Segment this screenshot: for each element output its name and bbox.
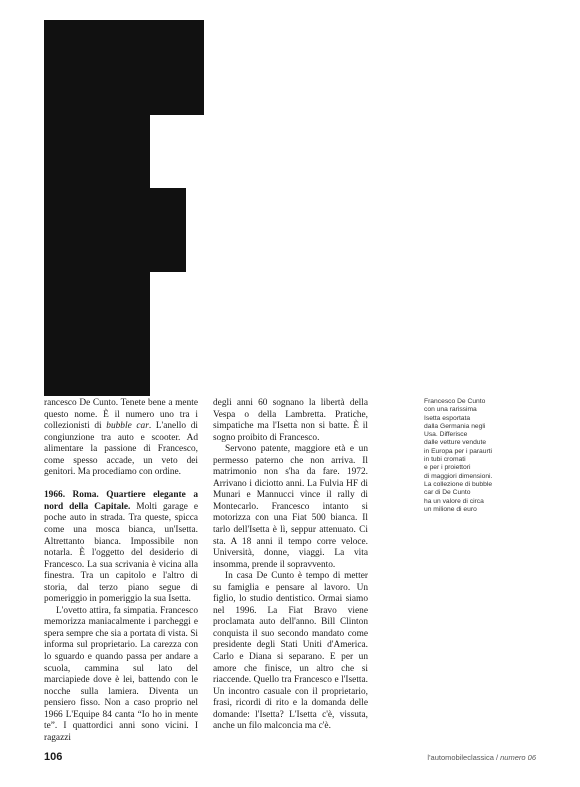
paragraph: Servono patente, maggiore età e un permesso paterno che non arriva. Il matrimonio non s'ha da fare. 1972. Arrivano i diciotto anni. La Fulvia HF di Munari e Mannucci vince il rally di Montecarlo. Francesco intanto si motorizza con una Fiat 500 bianca. Il tarlo dell'Isetta è lì, seppur attenuato. Ci sta. A 18 anni il tempo corre veloce. Università, donne, viaggi. La vita insomma, prende il sopravvento. bbox=[213, 444, 368, 570]
dropcap-shape bbox=[44, 20, 204, 396]
dropcap-letter bbox=[44, 20, 204, 396]
photo-caption: Francesco De Cunto con una rarissima Isetta esportata dalla Germania negli Usa. Differisce dalle vetture vendute in Europa per i paraurti in tubi cromati e per i proiettori di maggiori dimensioni. La collezione di bubble car di De Cunto ha un valore di circa un milione di euro bbox=[424, 398, 493, 513]
body-column-2 bbox=[213, 398, 368, 733]
lead-in: 1966. Roma. Quartiere elegante a nord della Capitale. bbox=[44, 490, 198, 512]
paragraph: 1966. Roma. Quartiere elegante a nord della Capitale. Molti garage e poche auto in strada. Tra queste, spicca come una mosca bianca, un'Isetta. Altrettanto bianca. Impossibile non notarla. È l'oggetto del desiderio di Francesco. La sua scrivania è vicina alla finestra. Tra un capitolo e l'altro di storia, dal terzo piano segue di pomeriggio in pomeriggio la sua Isetta. bbox=[44, 490, 198, 605]
paragraph: In casa De Cunto è tempo di metter su famiglia e pensare al lavoro. Un figlio, lo studio dentistico. Ormai siamo nel 1996. La Fiat Bravo viene proclamata auto dell'anno. Bill Clinton conquista il suo secondo mandato come presidente degli Stati Uniti d'America. Carlo e Diana si separano. E per un amore che finisce, un altro che si riaccende. Quello tra Francesco e l'Isetta. Un incontro casuale con il proprietario, frasi, ricordi di rito e la domanda delle domande: l'Isetta? L'Isetta c'è, vissuta, anche un filo malconcia ma c'è. bbox=[213, 571, 368, 732]
paragraph: rancesco De Cunto. Tenete bene a mente questo nome. È il numero uno tra i collezionisti di bubble car. L'anello di congiunzione tra auto e scooter. Ad alimentare la passione di Francesco, come spesso accade, un veto dei genitori. Ma procediamo con ordine. bbox=[44, 398, 199, 478]
body-column-1 bbox=[44, 398, 198, 744]
page-number: 106 bbox=[44, 751, 63, 763]
paragraph: L'ovetto attira, fa simpatia. Francesco memorizza maniacalmente i parcheggi e spera sempre che sia a portata di vista. Si informa sul proprietario. La carezza con lo sguardo e quando passa per andare a scuola, cammina sul lato del marciapiede dove è lei, battendo con le nocche sulla lamiera. Diventa un pensiero fisso. Non a caso proprio nel 1966 L'Equipe 84 canta “Io ho in mente te”. I quattordici anni sono vicini. I ragazzi bbox=[44, 605, 198, 743]
magazine-footer: l'automobileclassica / numero 06 bbox=[427, 753, 536, 762]
paragraph: degli anni 60 sognano la libertà della Vespa o della Lambretta. Pratiche, simpatiche ma l'Isetta non si batte. È il sogno proibito di Francesco. bbox=[213, 398, 368, 443]
